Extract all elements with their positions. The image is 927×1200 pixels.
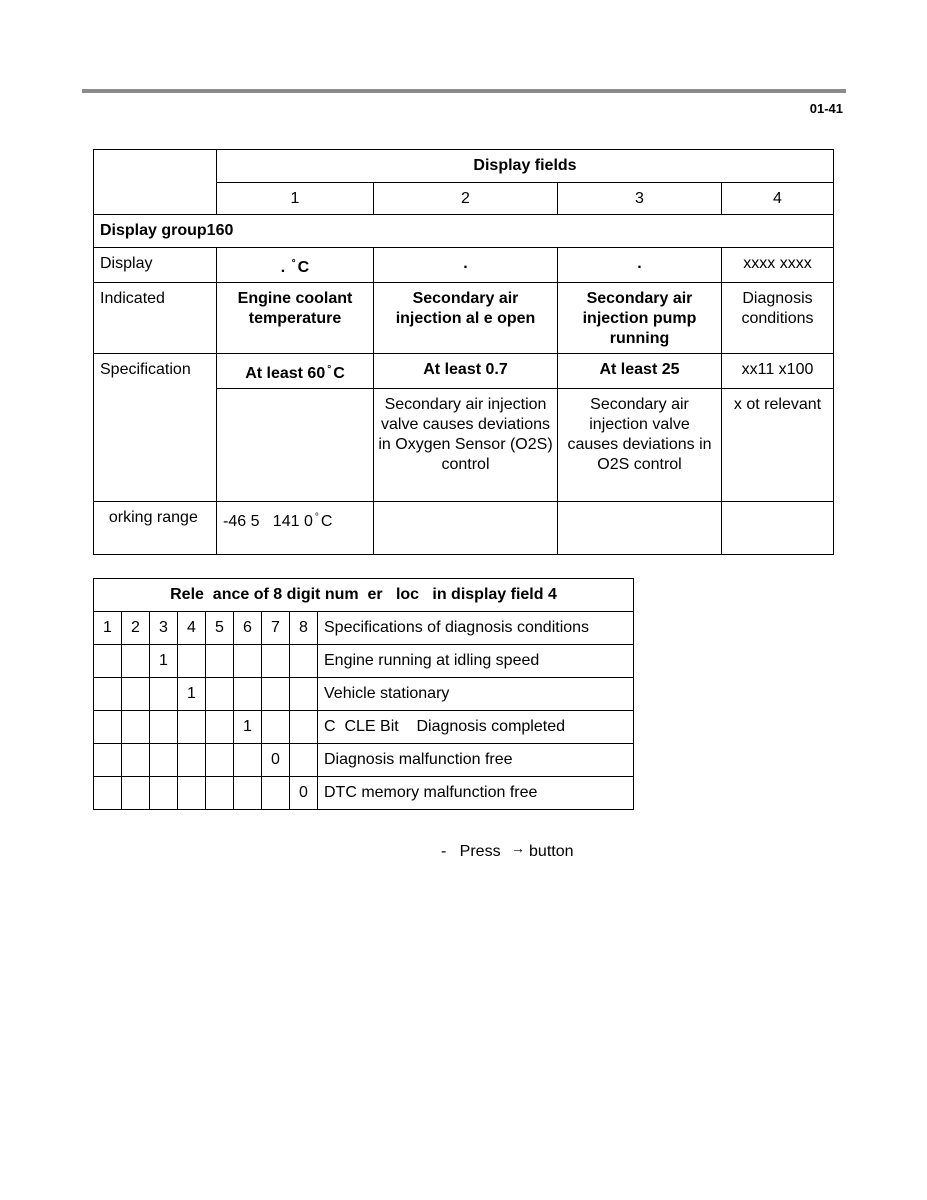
table-row xyxy=(94,645,634,678)
digit-header: 8 xyxy=(290,612,318,645)
digit-cell: 1 xyxy=(150,645,178,678)
display-row xyxy=(94,248,834,283)
working-range-row xyxy=(94,502,834,555)
display-field-4: xxxx xxxx xyxy=(722,248,834,283)
indicated-field-4: Diagnosis conditions xyxy=(722,283,834,354)
relevance-header-row xyxy=(94,612,634,645)
relevance-table xyxy=(93,578,634,810)
digit-cell xyxy=(122,711,150,744)
specification-detail-field-3: Secondary air injection valve causes deviations in O2S control xyxy=(558,389,722,502)
digit-cell xyxy=(290,711,318,744)
digit-cell xyxy=(150,678,178,711)
specification-field-1-unit: C xyxy=(333,365,345,382)
digit-cell: 0 xyxy=(262,744,290,777)
digit-header: 2 xyxy=(122,612,150,645)
specification-field-1 xyxy=(217,354,374,389)
digit-cell xyxy=(290,645,318,678)
indicated-field-2: Secondary air injection al e open xyxy=(374,283,558,354)
digit-cell xyxy=(234,678,262,711)
condition-description: Vehicle stationary xyxy=(318,678,634,711)
digit-cell xyxy=(262,645,290,678)
specification-detail-field-1 xyxy=(217,389,374,502)
digit-header: 4 xyxy=(178,612,206,645)
digit-cell xyxy=(262,678,290,711)
field-number-1: 1 xyxy=(217,183,374,215)
digit-cell xyxy=(178,711,206,744)
display-field-3: . xyxy=(558,248,722,283)
press-instruction xyxy=(441,840,574,861)
description-header: Specifications of diagnosis conditions xyxy=(318,612,634,645)
condition-description: C CLE Bit Diagnosis completed xyxy=(318,711,634,744)
table-row xyxy=(94,777,634,810)
digit-cell xyxy=(150,711,178,744)
degree-symbol: ° xyxy=(291,258,296,269)
display-group-table xyxy=(93,149,834,555)
digit-cell xyxy=(262,777,290,810)
working-range-field-1 xyxy=(217,502,374,555)
digit-cell xyxy=(234,645,262,678)
digit-cell xyxy=(206,678,234,711)
display-field-1-unit: C xyxy=(297,259,310,276)
table-row xyxy=(94,678,634,711)
working-range-field-4 xyxy=(722,502,834,555)
page-number: 01-41 xyxy=(809,101,843,116)
field-number-3: 3 xyxy=(558,183,722,215)
digit-cell xyxy=(234,777,262,810)
instruction-prefix: Press xyxy=(459,843,501,860)
specification-row xyxy=(94,354,834,389)
relevance-title: Rele ance of 8 digit num er loc in display field 4 xyxy=(94,579,634,612)
digit-cell xyxy=(122,777,150,810)
digit-cell xyxy=(234,744,262,777)
display-field-2: . xyxy=(374,248,558,283)
instruction-dash: - xyxy=(441,843,447,860)
corner-cell xyxy=(94,150,217,215)
specification-field-2: At least 0.7 xyxy=(374,354,558,389)
working-range-label: orking range xyxy=(94,502,217,555)
digit-cell xyxy=(94,744,122,777)
right-arrow-icon: → xyxy=(511,840,526,856)
digit-cell: 1 xyxy=(178,678,206,711)
specification-detail-field-4: x ot relevant xyxy=(722,389,834,502)
digit-cell xyxy=(262,711,290,744)
indicated-label: Indicated xyxy=(94,283,217,354)
specification-detail-field-2: Secondary air injection valve causes deviations in Oxygen Sensor (O2S) control xyxy=(374,389,558,502)
working-range-value: -46 5 141 0 xyxy=(223,513,313,530)
specification-label: Specification xyxy=(94,354,217,502)
working-range-field-2 xyxy=(374,502,558,555)
working-range-field-3 xyxy=(558,502,722,555)
digit-cell xyxy=(94,711,122,744)
digit-cell xyxy=(150,744,178,777)
table-row xyxy=(94,711,634,744)
digit-header: 6 xyxy=(234,612,262,645)
field-number-2: 2 xyxy=(374,183,558,215)
display-field-1 xyxy=(217,248,374,283)
top-rule xyxy=(82,89,846,93)
condition-description: Engine running at idling speed xyxy=(318,645,634,678)
digit-header: 7 xyxy=(262,612,290,645)
digit-cell xyxy=(150,777,178,810)
digit-cell xyxy=(122,645,150,678)
display-label: Display xyxy=(94,248,217,283)
digit-cell xyxy=(206,645,234,678)
display-fields-header: Display fields xyxy=(217,150,834,183)
digit-cell xyxy=(206,777,234,810)
digit-cell xyxy=(206,744,234,777)
indicated-row xyxy=(94,283,834,354)
digit-cell xyxy=(178,744,206,777)
degree-symbol: ° xyxy=(314,512,319,523)
digit-cell xyxy=(206,711,234,744)
instruction-suffix: button xyxy=(529,843,574,860)
condition-description: Diagnosis malfunction free xyxy=(318,744,634,777)
digit-cell xyxy=(178,645,206,678)
table-row xyxy=(94,744,634,777)
display-group-label: Display group160 xyxy=(94,215,834,248)
digit-cell: 0 xyxy=(290,777,318,810)
digit-header: 5 xyxy=(206,612,234,645)
indicated-field-1: Engine coolant temperature xyxy=(217,283,374,354)
specification-field-3: At least 25 xyxy=(558,354,722,389)
digit-cell xyxy=(178,777,206,810)
digit-cell xyxy=(94,777,122,810)
specification-field-1-prefix: At least 60 xyxy=(245,365,326,382)
specification-field-4: xx11 x100 xyxy=(722,354,834,389)
digit-cell xyxy=(94,678,122,711)
indicated-field-3: Secondary air injection pump running xyxy=(558,283,722,354)
digit-cell: 1 xyxy=(234,711,262,744)
field-number-4: 4 xyxy=(722,183,834,215)
digit-header: 3 xyxy=(150,612,178,645)
digit-cell xyxy=(122,744,150,777)
condition-description: DTC memory malfunction free xyxy=(318,777,634,810)
digit-cell xyxy=(290,678,318,711)
display-field-1-prefix: . xyxy=(280,259,286,276)
degree-symbol: ° xyxy=(327,364,332,375)
digit-cell xyxy=(122,678,150,711)
digit-header: 1 xyxy=(94,612,122,645)
digit-cell xyxy=(290,744,318,777)
digit-cell xyxy=(94,645,122,678)
working-range-unit: C xyxy=(320,513,333,530)
